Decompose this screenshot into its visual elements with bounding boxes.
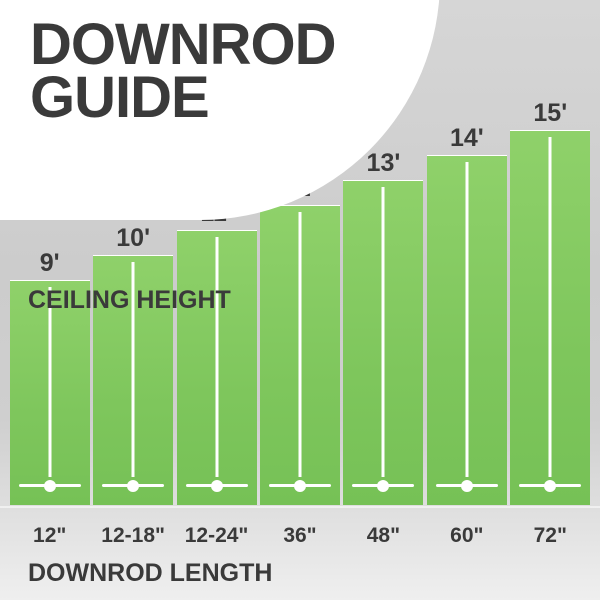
downrod-line: [48, 287, 51, 477]
page-title: [30, 12, 336, 131]
downrod-line: [382, 187, 385, 477]
bar-60in: [427, 124, 507, 505]
downrod-length-caption: DOWNROD LENGTH: [28, 559, 273, 587]
ceiling-fan-icon: [102, 484, 164, 487]
axis-label-downrod-length: 12": [33, 524, 67, 547]
bar-value-label: 14': [449, 124, 484, 152]
bar-48in: [343, 149, 423, 505]
axis-label-downrod-length: 48": [366, 524, 401, 547]
bar-12-24in: [177, 230, 257, 505]
downrod-line: [299, 212, 302, 477]
ceiling-fan-icon: [19, 484, 81, 487]
ceiling-fan-icon: [186, 484, 248, 487]
ceiling-fan-icon: [519, 484, 581, 487]
axis-label-downrod-length: 72": [533, 524, 567, 547]
fan-hub-icon: [544, 480, 556, 492]
bar-value-label: 13': [366, 149, 401, 177]
downrod-line: [465, 162, 468, 477]
bar-value-label: 15': [533, 99, 568, 127]
title-line-2: GUIDE: [30, 65, 209, 131]
bar-value-label: 10': [116, 224, 151, 252]
fan-hub-icon: [211, 480, 223, 492]
ceiling-fan-icon: [436, 484, 498, 487]
axis-label-downrod-length: 12-24": [184, 524, 249, 547]
fan-hub-icon: [44, 480, 56, 492]
downrod-line: [549, 137, 552, 477]
ceiling-fan-icon: [352, 484, 414, 487]
bar-72in: [510, 99, 590, 505]
fan-hub-icon: [377, 480, 389, 492]
chart-baseline: [0, 506, 600, 508]
axis-label-downrod-length: 12-18": [101, 524, 165, 547]
bar-36in: [260, 205, 340, 505]
title-line-1: DOWNROD: [30, 12, 336, 77]
ceiling-height-caption: CEILING HEIGHT: [28, 286, 231, 314]
downrod-line: [215, 237, 218, 477]
bar-value-label: 9': [39, 249, 60, 277]
ceiling-fan-icon: [269, 484, 331, 487]
fan-hub-icon: [461, 480, 473, 492]
fan-hub-icon: [294, 480, 306, 492]
fan-hub-icon: [127, 480, 139, 492]
axis-label-downrod-length: 60": [450, 524, 484, 547]
downrod-length-axis: [8, 512, 592, 548]
axis-label-downrod-length: 36": [283, 524, 317, 547]
